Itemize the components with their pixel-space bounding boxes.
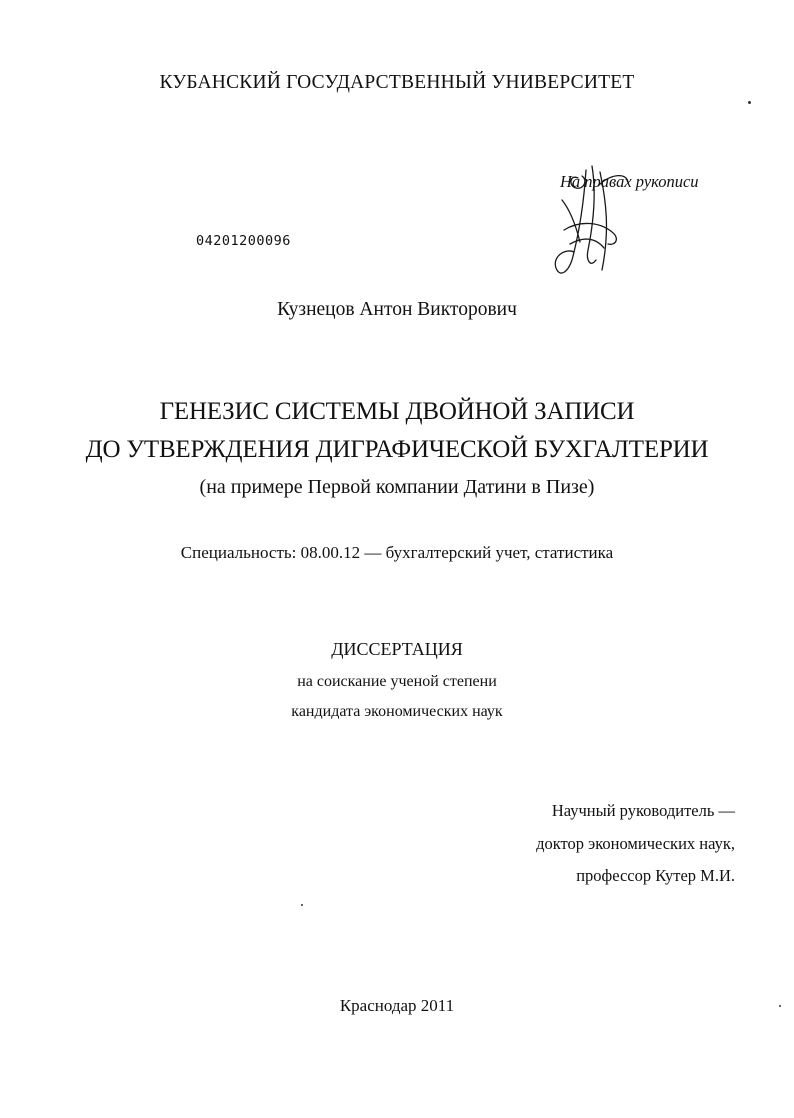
- title-line-2: ДО УТВЕРЖДЕНИЯ ДИГРАФИЧЕСКОЙ БУХГАЛТЕРИИ: [85, 436, 709, 463]
- degree-line-2: кандидата экономических наук: [291, 703, 503, 720]
- manuscript-rights-note: На правах рукописи: [560, 172, 699, 191]
- city-and-year: Краснодар 2011: [339, 996, 455, 1015]
- scan-speck: [748, 101, 751, 104]
- scan-speck: [301, 904, 303, 906]
- supervisor-name: профессор Кутер М.И.: [576, 866, 735, 885]
- degree-line-1: на соискание ученой степени: [297, 673, 497, 690]
- document-number: 04201200096: [196, 233, 291, 249]
- document-type-heading: ДИССЕРТАЦИЯ: [331, 639, 463, 659]
- author-name: Кузнецов Антон Викторович: [277, 299, 517, 320]
- title-subtitle: (на примере Первой компании Датини в Пизе): [199, 476, 595, 498]
- title-line-1: ГЕНЕЗИС СИСТЕМЫ ДВОЙНОЙ ЗАПИСИ: [159, 398, 635, 425]
- supervisor-degree: доктор экономических наук,: [536, 834, 735, 853]
- specialty-line: Специальность: 08.00.12 — бухгалтерский учет, статистика: [180, 543, 614, 562]
- university-name: КУБАНСКИЙ ГОСУДАРСТВЕННЫЙ УНИВЕРСИТЕТ: [159, 72, 635, 93]
- supervisor-role: Научный руководитель —: [551, 801, 735, 820]
